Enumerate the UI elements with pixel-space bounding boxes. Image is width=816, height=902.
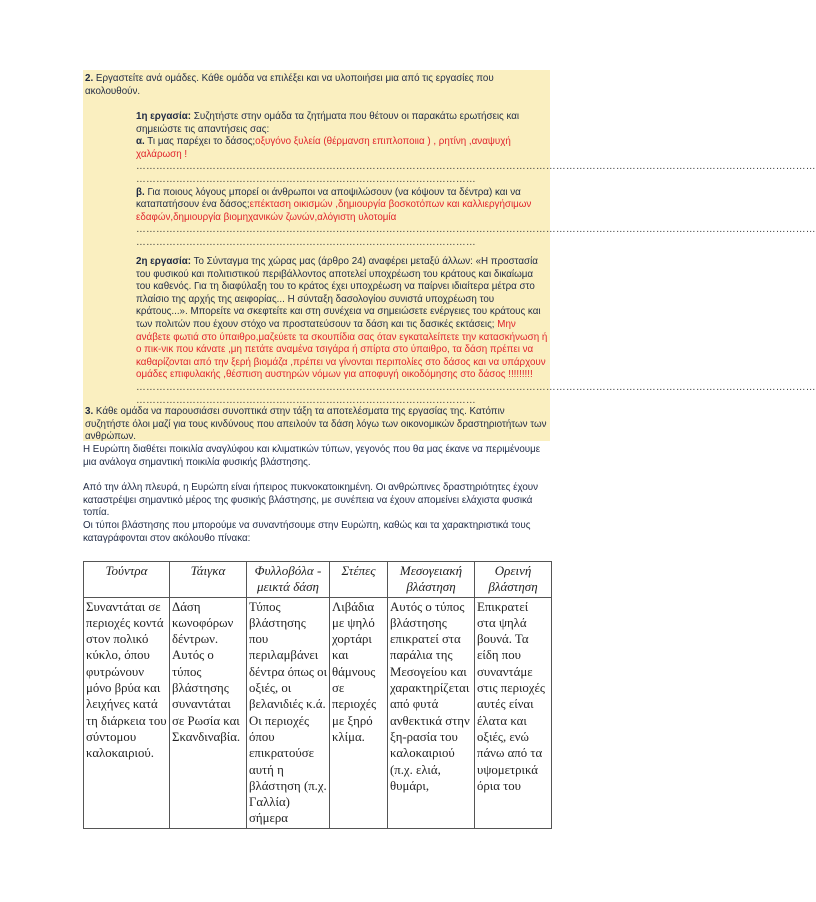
- header-deciduous-forest: Φυλλοβόλα - μεικτά δάση: [247, 562, 330, 598]
- task1-block: [136, 111, 816, 250]
- task1-qb-label: β.: [136, 186, 145, 198]
- cell-taiga: Δάση κωνοφόρων δέντρων. Αυτός ο τύπος βλάστησης συναντάται σε Ρωσία και Σκανδιναβία.: [170, 597, 247, 828]
- task1-qa-answer: οξυγόνο ξυλεία (θέρμανση επιπλοποιια ) , ρητίνη ,αναψυχή χαλάρωση !: [136, 136, 511, 160]
- header-mediterranean: Μεσογειακή βλάστηση: [388, 562, 475, 598]
- task2-answer: Μην ανάβετε φωτιά στο ύπαιθρο,μαζεύετε τα σκουπίδια σας όταν εγκαταλείπετε την κατασκήνωση ή ο πικ-νικ που κάνατε ,μη πετάτε αναμένα τσιγάρα ή σπίρτα στο ύπαιθρο, τα δάση πρέπει να καθαρίζονται από την ξερή βιομάζα ,πρέπει να γίνονται περιπολίες στο δάσος και να υπάρχουν ομάδες επιφυλακής ,θέσπιση αυστηρών νόμων για αποφυγή οικοδόμησης στο δάσος !!!!!!!!!: [136, 318, 548, 381]
- cell-steppes: Λιβάδια με ψηλό χορτάρι και θάμνους σε περιοχές με ξηρό κλίμα.: [330, 597, 388, 828]
- section3-text: Κάθε ομάδα να παρουσιάσει συνοπτικά στην τάξη τα αποτελέσματα της εργασίας της. Κατόπιν συζητήστε όλοι μαζί για τους κινδύνους που απειλούν τα δάση λόγω των οικονομικών δραστηριοτήτων των ανθρώπων.: [85, 406, 547, 443]
- task1-qa-text: Τι μας παρέχει το δάσος;: [147, 136, 256, 148]
- table-row: [84, 597, 552, 828]
- task1-qb-answer: επέκταση οικισμών ,δημιουργία βοσκοτόπων και καλλιεργήσιμων εδαφών,δημιουργία βιομηχανικών ζωνών,αλόγιστη υλοτομία: [136, 199, 532, 223]
- header-taiga: Τάιγκα: [170, 562, 247, 598]
- cell-mountain: Επικρατεί στα ψηλά βουνά. Τα είδη που συναντάμε στις περιοχές αυτές είναι έλατα και οξιές, ενώ πάνω από τα υψομετρικά όρια του: [475, 597, 552, 828]
- section3-number: 3.: [85, 406, 94, 417]
- section3-block: [85, 406, 548, 444]
- task1-dots-2: …………………………………………………………………………………………: [136, 173, 476, 185]
- section2-intro-text: Εργαστείτε ανά ομάδες. Κάθε ομάδα να επιλέξει και να υλοποιήσει μια από τις εργασίες που ακολουθούν.: [85, 73, 494, 97]
- paragraph-2: Από την άλλη πλευρά, η Ευρώπη είναι ήπειρος πυκνοκατοικημένη. Οι ανθρώπινες δραστηριότητες έχουν καταστρέψει σημαντικό μέρος της φυσικής βλάστησης, με συνέπεια να έχουν απομείνει ελάχιστα φυσικά τοπία.: [83, 482, 539, 519]
- paragraph-3: Οι τύποι βλάστησης που μπορούμε να συναντήσουμε στην Ευρώπη, καθώς και τα χαρακτηριστικά τους καταγράφονται στον ακόλουθο πίνακα:: [83, 520, 531, 544]
- task1-dots-4: …………………………………………………………………………………………: [136, 236, 476, 248]
- cell-deciduous-forest: Τύπος βλάστησης που περιλαμβάνει δέντρα όπως οι οξιές, οι βελανιδιές κ.ά. Οι περιοχές όπου επικρατούσε αυτή η βλάστηση (π.χ. Γαλλία) σήμερα: [247, 597, 330, 828]
- vegetation-table: [83, 561, 552, 829]
- task1-heading: 1η εργασία:: [136, 111, 192, 122]
- section2-intro: [85, 73, 548, 98]
- task1-dots-1: ……………………………………………………………………………………………………………………………………………………………………………………: [136, 161, 816, 173]
- header-tundra: Τούντρα: [84, 562, 170, 598]
- table-header-row: [84, 562, 552, 598]
- header-mountain: Ορεινή βλάστηση: [475, 562, 552, 598]
- task2-dots-2: …………………………………………………………………………………………: [136, 394, 476, 406]
- paragraph-1: Η Ευρώπη διαθέτει ποικιλία αναγλύφου και κλιματικών τύπων, γεγονός που θα μας έκανε να περιμένουμε μια ανάλογα σημαντική ποικιλία φυσικής βλάστησης.: [83, 444, 541, 468]
- task2-block: [136, 256, 816, 407]
- task1-dots-3: ……………………………………………………………………………………………………………………………………………………………………………………: [136, 224, 816, 236]
- task1-qa-label: α.: [136, 136, 145, 148]
- cell-tundra: Συναντάται σε περιοχές κοντά στον πολικό κύκλο, όπου φυτρώνουν μόνο βρύα και λειχήνες κατά τη διάρκεια του σύντομου καλοκαιριού.: [84, 597, 170, 828]
- header-steppes: Στέπες: [330, 562, 388, 598]
- task1-text: Συζητήστε στην ομάδα τα ζητήματα που θέτουν οι παρακάτω ερωτήσεις και σημειώστε τις απαντήσεις σας:: [136, 111, 520, 135]
- task2-heading: 2η εργασία:: [136, 256, 192, 267]
- task2-text: Το Σύνταγμα της χώρας μας (άρθρο 24) αναφέρει μεταξύ άλλων: «Η προστασία του φυσικού και πολιτιστικού περιβάλλοντος αποτελεί υποχρέωση του κράτους και δικαίωμα του καθενός. Για τη διαφύλαξη του το κράτος έχει υποχρέωση να παίρνει ιδιαίτερα μέτρα στο πλαίσιο της αρχής της αειφορίας... Η σύνταξη δασολογίου συνιστά υποχρέωση του κράτους...». Μπορείτε να σκεφτείτε και στη συνέχεια να σημειώσετε ενέργειες του κράτους και των πολιτών που έχουν στόχο να προστατεύσουν τα δάση και τις δασικές εκτάσεις;: [136, 256, 541, 330]
- cell-mediterranean: Αυτός ο τύπος βλάστησης επικρατεί στα παράλια της Μεσογείου και χαρακτηρίζεται από φυτά ανθεκτικά στην ξη-ρασία του καλοκαιριού (π.χ. ελιά, θυμάρι,: [388, 597, 475, 828]
- task2-dots-1: ……………………………………………………………………………………………………………………………………………………………………………………: [136, 381, 816, 393]
- section2-number: 2.: [85, 73, 94, 84]
- task1-qb-text: Για ποιους λόγους μπορεί οι άνθρωποι να αποψιλώσουν (να κόψουν τα δέντρα) και να καταπατήσουν ένα δάσος;: [136, 186, 521, 211]
